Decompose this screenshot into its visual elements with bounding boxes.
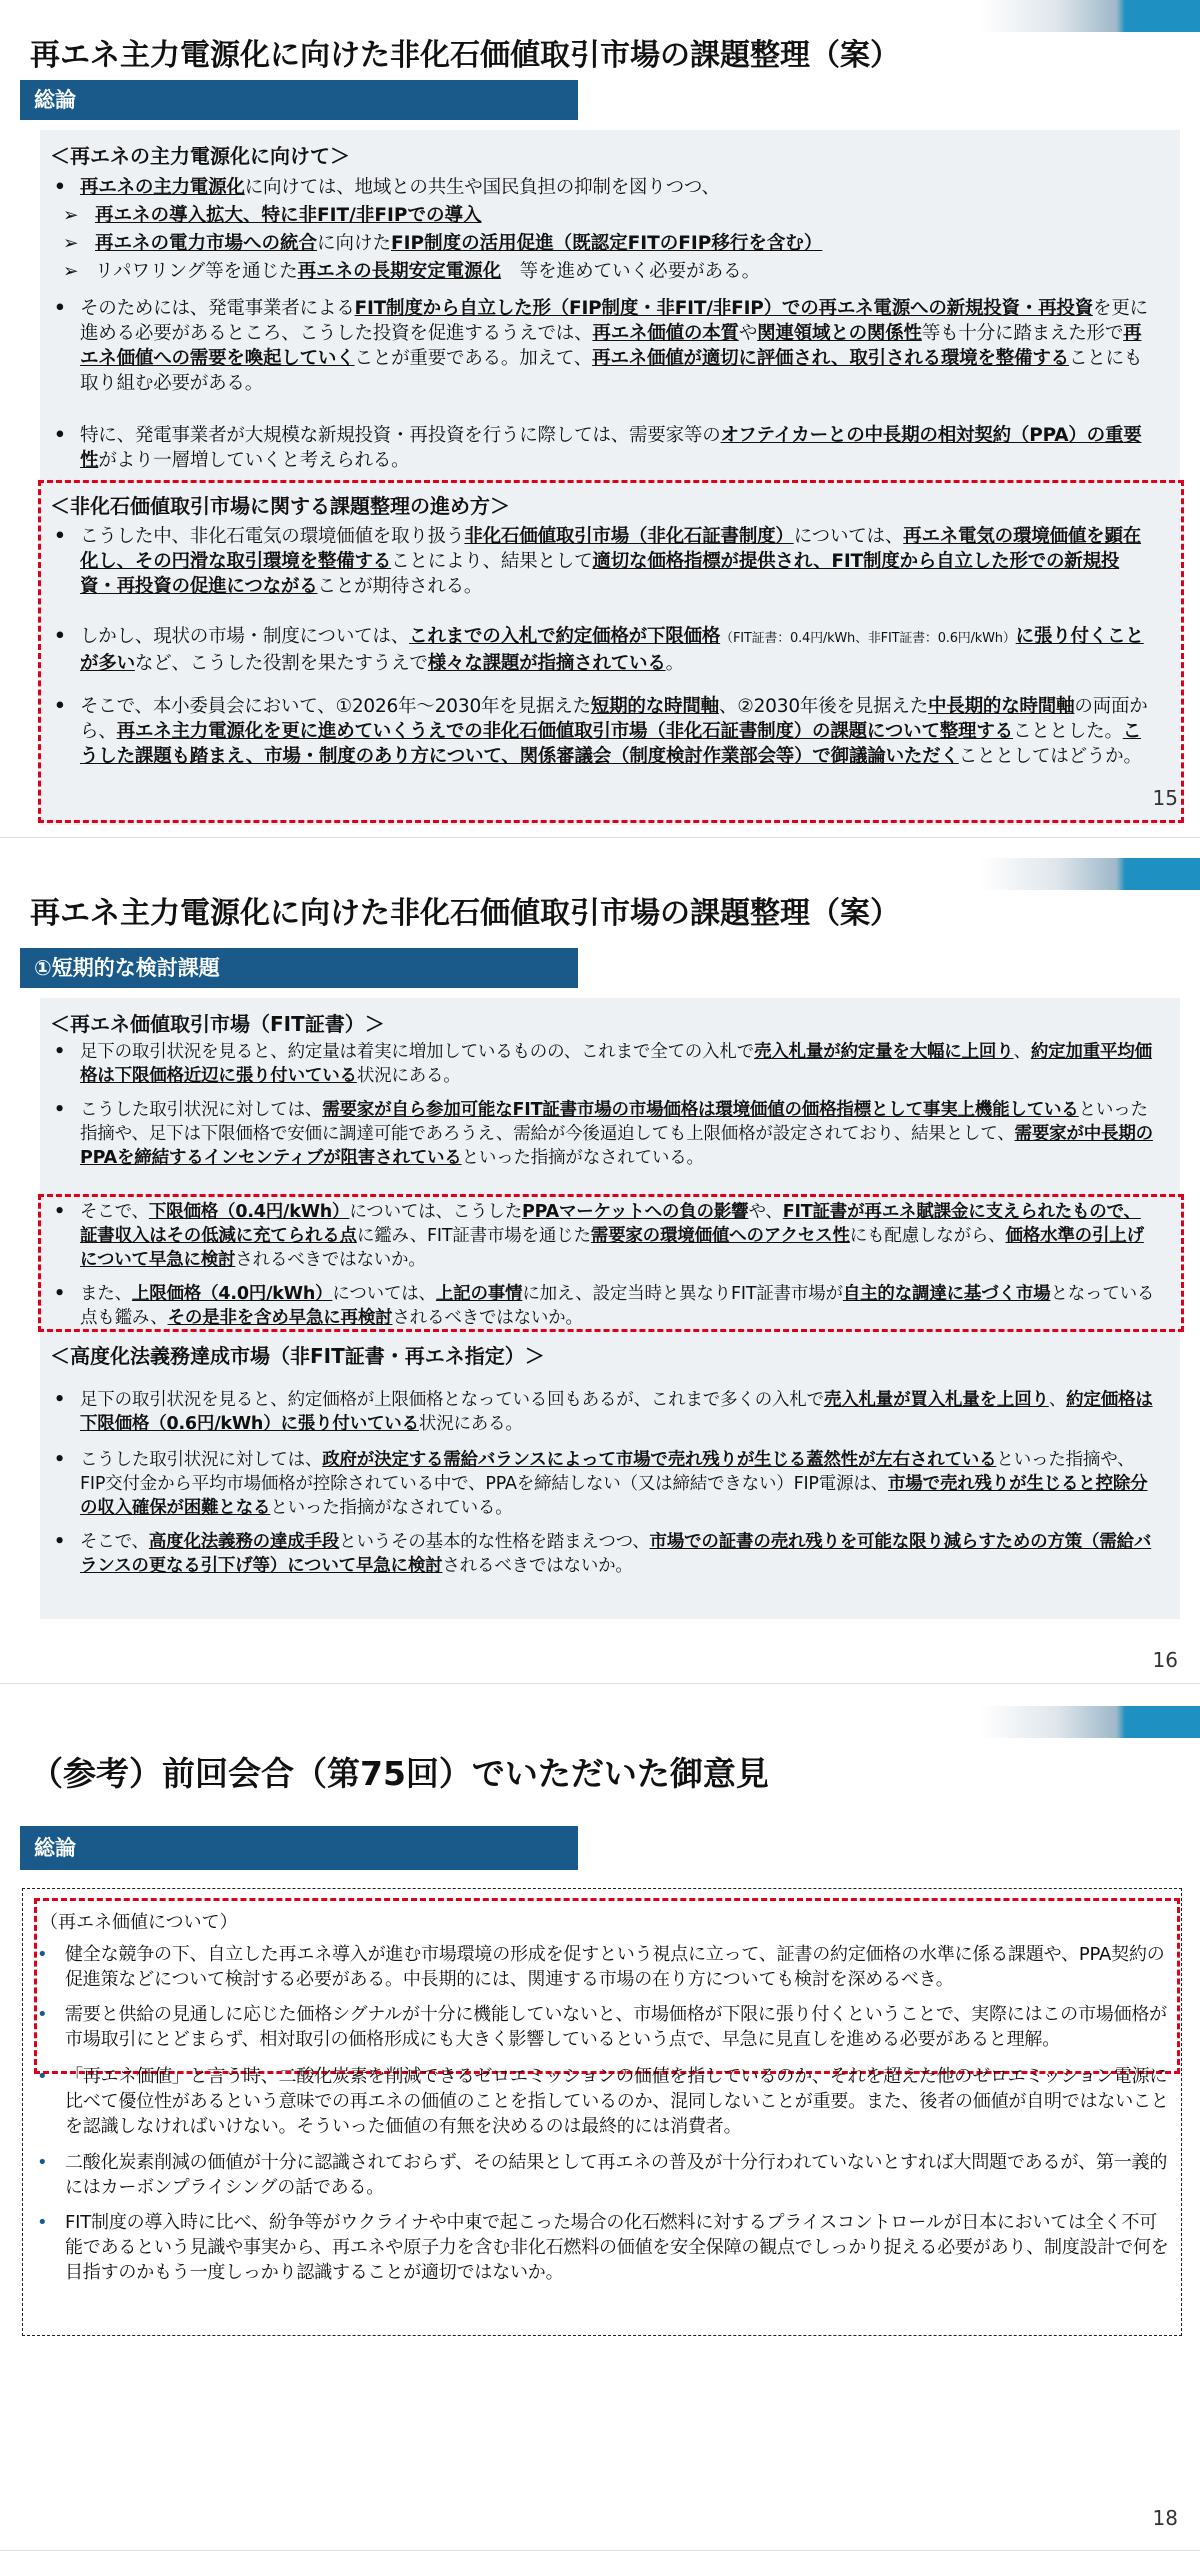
heading-fit-certificate: ＜再エネ価値取引市場（FIT証書）＞	[50, 1012, 385, 1036]
slide-15	[0, 0, 1200, 838]
slide-16	[0, 858, 1200, 1684]
opinion-item-3: • 「再エネ価値」と言う時、二酸化炭素を削減できるゼロエミッションの価値を指しているのか、それを超えた他のゼロエミッション電源に比べて優位性があるという意味での再エネの価値のことを指しているのか、混同しないことが重要。また、後者の価値が自明ではないことを認識しなければいけない。そういった価値の有無を決めるのは最終的には消費者。	[65, 2064, 1170, 2139]
bullet-6: • そこで、本小委員会において、①2026年～2030年を見据えた短期的な時間軸、②2030年後を見据えた中長期的な時間軸の両面から、再エネ主力電源化を更に進めていくうえでの非化石価値取引市場（非化石証書制度）の課題について整理することとした。こうした課題も踏まえ、市場・制度のあり方について、関係審議会（制度検討作業部会等）で御議論いただくこととしてはどうか。	[80, 694, 1155, 769]
opinion-item-2: • 需要と供給の見通しに応じた価格シグナルが十分に機能していないと、市場価格が下限に張り付くということで、実際にはこの市場価格が市場取引にとどまらず、相対取引の価格形成にも大きく影響しているという点で、早急に見直しを進める必要があると理解。	[65, 2002, 1170, 2052]
header-decoration	[980, 1706, 1200, 1738]
heading-renewable-value: （再エネ価値について）	[40, 1912, 238, 1933]
bullet-3: • そこで、下限価格（0.4円/kWh）については、こうしたPPAマーケットへの負の影響や、FIT証書が再エネ賦課金に支えられたもので、証書収入はその低減に充てられる点に鑑み、FIT証書市場を通じた需要家の環境価値へのアクセス性にも配慮しながら、価格水準の引上げについて早急に検討されるべきではないか。	[80, 1200, 1155, 1272]
header-decoration	[980, 858, 1200, 890]
section-bar: ①短期的な検討課題	[20, 948, 578, 988]
heading-approach: ＜非化石価値取引市場に関する課題整理の進め方＞	[50, 494, 510, 518]
bullet-1: • 再エネの主力電源化に向けては、地域との共生や国民負担の抑制を図りつつ、	[80, 175, 1155, 200]
heading-renewable-main-power: ＜再エネの主力電源化に向けて＞	[50, 144, 350, 168]
heading-sophistication-act: ＜高度化法義務達成市場（非FIT証書・再エネ指定）＞	[50, 1344, 545, 1368]
opinion-item-1: • 健全な競争の下、自立した再エネ導入が進む市場環境の形成を促すという視点に立って、証書の約定価格の水準に係る課題や、PPA契約の促進策などについて検討する必要がある。中長期的には、関連する市場の在り方についても検討を深めるべき。	[65, 1942, 1170, 1992]
section-bar: 総論	[20, 1826, 578, 1870]
bullet-5: • しかし、現状の市場・制度については、これまでの入札で約定価格が下限価格（FIT証書：0.4円/kWh、非FIT証書：0.6円/kWh）に張り付くことが多いなど、こうした役割を果たすうえで様々な課題が指摘されている。	[80, 624, 1155, 676]
slide-18	[0, 1706, 1200, 2551]
bullet-4: • こうした中、非化石電気の環境価値を取り扱う非化石価値取引市場（非化石証書制度）については、再エネ電気の環境価値を顕在化し、その円滑な取引環境を整備することにより、結果として適切な価格指標が提供され、FIT制度から自立した形での新規投資・再投資の促進につながることが期待される。	[80, 524, 1155, 599]
slide-title: 再エネ主力電源化に向けた非化石価値取引市場の課題整理（案）	[30, 896, 900, 931]
page-number: 18	[1152, 2506, 1178, 2530]
page-number: 15	[1152, 786, 1178, 810]
slide-title: （参考）前回会合（第75回）でいただいた御意見	[30, 1754, 769, 1793]
bullet-3: • 特に、発電事業者が大規模な新規投資・再投資を行うに際しては、需要家等のオフテイカーとの中長期の相対契約（PPA）の重要性がより一層増していくと考えられる。	[80, 423, 1155, 473]
page-number: 16	[1152, 1648, 1178, 1672]
bullet-7: • そこで、高度化法義務の達成手段というその基本的な性格を踏まえつつ、市場での証書の売れ残りを可能な限り減らすための方策（需給バランスの更なる引下げ等）について早急に検討されるべきではないか。	[80, 1530, 1155, 1578]
sub-bullet-1: ➢ 再エネの導入拡大、特に非FIT/非FIPでの導入	[95, 203, 1135, 228]
opinion-item-5: • FIT制度の導入時に比べ、紛争等がウクライナや中東で起こった場合の化石燃料に対するプライスコントロールが日本においては全く不可能であるという見識や事実から、再エネや原子力を含む非化石燃料の価値を安全保障の観点でしっかり捉える必要があり、制度設計で何を目指すのかもう一度しっかり認識することが適切ではないか。	[65, 2210, 1170, 2285]
opinion-item-4: • 二酸化炭素削減の価値が十分に認識されておらず、その結果として再エネの普及が十分行われていないとすれば大問題であるが、第一義的にはカーボンプライシングの話である。	[65, 2150, 1170, 2200]
bullet-4: • また、上限価格（4.0円/kWh）については、上記の事情に加え、設定当時と異なりFIT証書市場が自主的な調達に基づく市場となっている点も鑑み、その是非を含め早急に再検討されるべきではないか。	[80, 1282, 1155, 1330]
header-decoration	[980, 0, 1200, 32]
bullet-2: • そのためには、発電事業者によるFIT制度から自立した形（FIP制度・非FIT/非FIP）での再エネ電源への新規投資・再投資を更に進める必要があるところ、こうした投資を促進するうえでは、再エネ価値の本質や関連領域との関係性等も十分に踏まえた形で再エネ価値への需要を喚起していくことが重要である。加えて、再エネ価値が適切に評価され、取引される環境を整備することにも取り組む必要がある。	[80, 296, 1155, 396]
slide-title: 再エネ主力電源化に向けた非化石価値取引市場の課題整理（案）	[30, 38, 900, 73]
sub-bullet-2: ➢ 再エネの電力市場への統合に向けたFIP制度の活用促進（既認定FITのFIP移行を含む）	[95, 231, 1135, 256]
section-bar: 総論	[20, 80, 578, 120]
bullet-6: • こうした取引状況に対しては、政府が決定する需給バランスによって市場で売れ残りが生じる蓋然性が左右されているといった指摘や、FIP交付金から平均市場価格が控除されている中で、PPAを締結しない（又は締結できない）FIP電源は、市場で売れ残りが生じると控除分の収入確保が困難となるといった指摘がなされている。	[80, 1448, 1155, 1520]
bullet-2: • こうした取引状況に対しては、需要家が自ら参加可能なFIT証書市場の市場価格は環境価値の価格指標として事実上機能しているといった指摘や、足下は下限価格で安価に調達可能であろうえ、需給が今後逼迫しても上限価格が設定されており、結果として、需要家が中長期のPPAを締結するインセンティブが阻害されているといった指摘がなされている。	[80, 1098, 1155, 1170]
bullet-5: • 足下の取引状況を見ると、約定価格が上限価格となっている回もあるが、これまで多くの入札で売入札量が買入札量を上回り、約定価格は下限価格（0.6円/kWh）に張り付いている状況にある。	[80, 1388, 1155, 1436]
sub-bullet-3: ➢ リパワリング等を通じた再エネの長期安定電源化 等を進めていく必要がある。	[95, 259, 1135, 284]
bullet-1: • 足下の取引状況を見ると、約定量は着実に増加しているものの、これまで全ての入札で売入札量が約定量を大幅に上回り、約定加重平均価格は下限価格近辺に張り付いている状況にある。	[80, 1040, 1155, 1088]
